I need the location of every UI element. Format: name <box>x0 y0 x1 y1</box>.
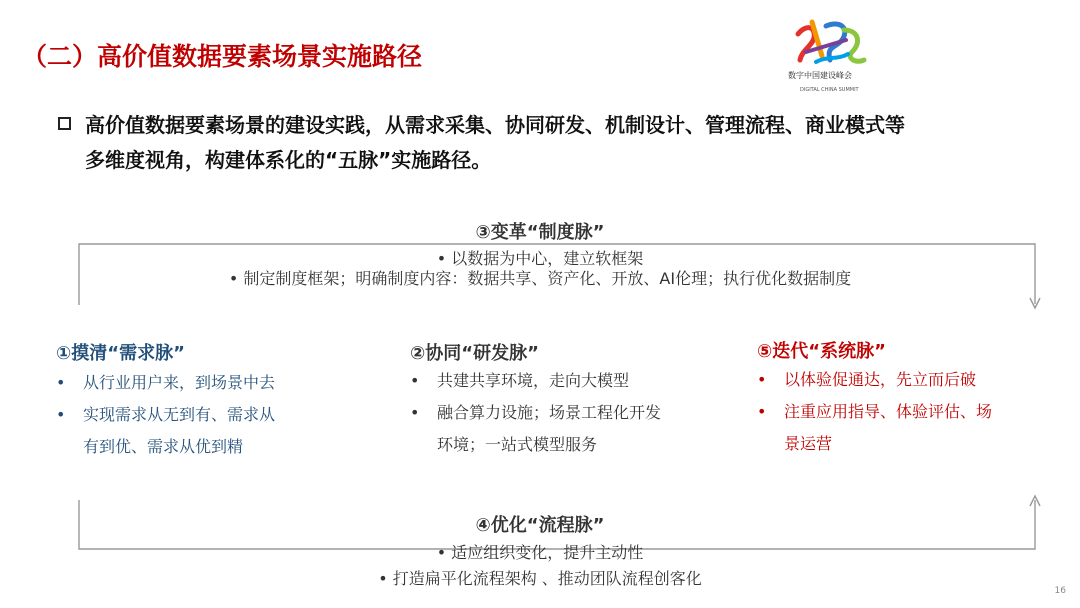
heading-institution: ③变革“制度脉” <box>475 222 605 243</box>
rnd-item-2: • 融合算力设施；场景工程化开发 环境；一站式模型服务 <box>410 403 662 454</box>
page-number: 16 <box>1054 586 1066 596</box>
heading-system: ⑤迭代“系统脉” <box>757 341 886 362</box>
rnd-item-1: • 共建共享环境，走向大模型 <box>410 371 630 390</box>
heading-process: ④优化“流程脉” <box>475 515 605 536</box>
institution-item-1: • 以数据为中心，建立软框架 <box>436 249 644 268</box>
logo-text-line2: DIGITAL CHINA SUMMIT <box>800 87 859 93</box>
heading-demand: ①摸清“需求脉” <box>56 343 185 364</box>
demand-item-1: • 从行业用户来，到场景中去 <box>56 373 276 392</box>
intro-line-1: 高价值数据要素场景的建设实践，从需求采集、协同研发、机制设计、管理流程、商业模式等 <box>85 113 905 137</box>
logo-text-line1: 数字中国建设峰会 <box>788 71 852 80</box>
process-item-1: • 适应组织变化，提升主动性 <box>436 543 644 562</box>
heading-rnd: ②协同“研发脉” <box>410 343 539 364</box>
process-item-2: • 打造扁平化流程架构 、推动团队流程创客化 <box>378 569 702 588</box>
intro-line-2: 多维度视角，构建体系化的“五脉”实施路径。 <box>85 148 492 172</box>
system-item-1: • 以体验促通达，先立而后破 <box>757 370 977 389</box>
system-item-2: • 注重应用指导、体验评估、场 景运营 <box>757 402 993 453</box>
page-title: （二）高价值数据要素场景实施路径 <box>22 42 423 71</box>
demand-item-2: • 实现需求从无到有、需求从 有到优、需求从优到精 <box>56 405 276 456</box>
institution-item-2: • 制定制度框架；明确制度内容：数据共享、资产化、开放、AI伦理；执行优化数据制度 <box>228 269 852 288</box>
